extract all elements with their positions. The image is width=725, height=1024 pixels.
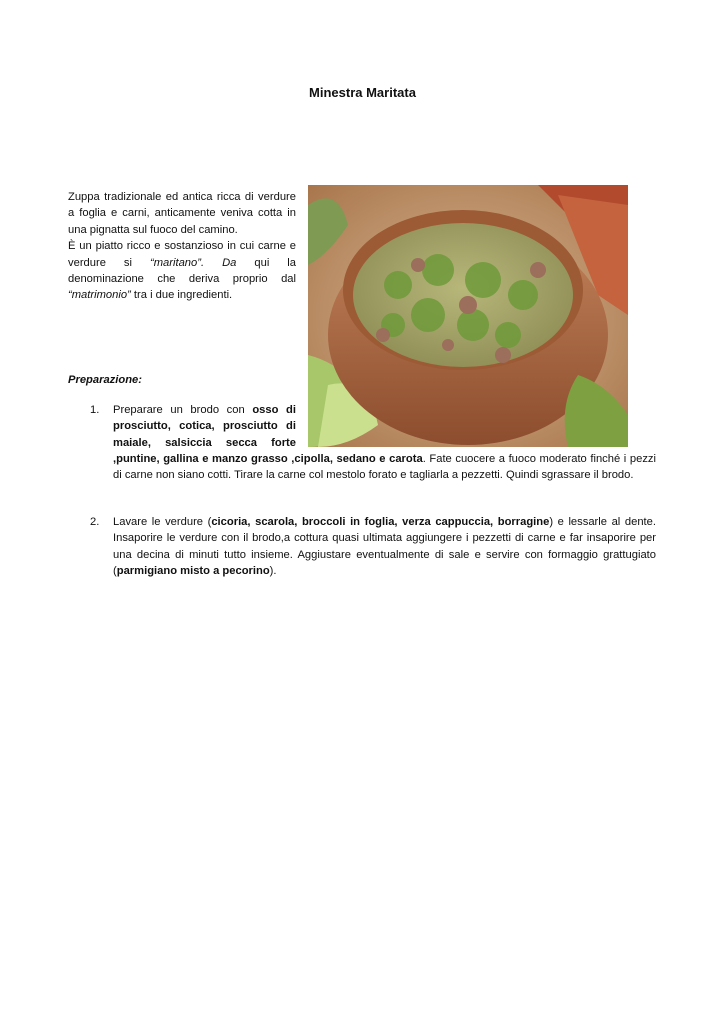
step-bold-ingredients: ,puntine, gallina e manzo grasso ,cipolla, sedano e carota <box>113 453 423 465</box>
step-2-text <box>113 514 656 580</box>
page-title: Minestra Maritata <box>309 85 416 100</box>
step-text: Lavare le verdure ( <box>113 516 212 528</box>
intro-text-segment: È un piatto ricco e sostanzioso in cui carne e verdure si <box>68 240 296 269</box>
intro-paragraph-1: Zuppa tradizionale ed antica ricca di verdure a foglia e carni, anticamente veniva cotta in una pignatta sul fuoco del camino. <box>68 191 296 236</box>
intro-paragraph-2 <box>68 238 296 304</box>
step-bold-ingredients: osso di prosciutto, cotica, prosciutto di maiale, salsiccia secca forte <box>113 404 296 449</box>
intro-italic-matrimonio: “matrimonio” <box>68 289 131 302</box>
step-text: Preparare un brodo con <box>113 404 253 416</box>
step-bold-ingredients: cicoria, scarola, broccoli in foglia, verza cappuccia, borragine <box>211 516 550 528</box>
intro-italic-da: Da <box>204 256 237 269</box>
step-bold-ingredients: parmigiano misto a pecorino <box>116 565 270 578</box>
soup-photo <box>308 185 628 447</box>
intro-text-segment: qui la denominazione che deriva proprio dal <box>68 256 297 286</box>
intro-text-segment: tra i due ingredienti. <box>130 289 233 302</box>
step-1-text-bottom <box>113 451 656 484</box>
step-text: . Fate cuocere a fuoco moderato finché i pezzi di carne non siano cotti. Tirare la carne col mestolo forato e tagliarla a pezzetti. Quindi sgrassare il brodo. <box>113 453 656 482</box>
step-number: 2. <box>90 516 100 528</box>
preparation-heading: Preparazione: <box>68 374 142 386</box>
step-number: 1. <box>90 404 100 416</box>
intro-text <box>68 189 296 304</box>
step-text: ) e lessarle al dente. Insaporire le verdure con il brodo,a cottura quasi ultimata aggiungere i pezzetti di carne e far insaporire per una decina di minuti tutto insieme. Aggiustare eventualmente di sale e servire con formaggio grattugiato ( <box>113 516 656 578</box>
intro-italic-maritano: “maritano”. <box>150 256 205 269</box>
step-text: ). <box>269 565 277 578</box>
step-1-text-top <box>113 402 296 451</box>
soup-pot-image <box>308 185 628 447</box>
